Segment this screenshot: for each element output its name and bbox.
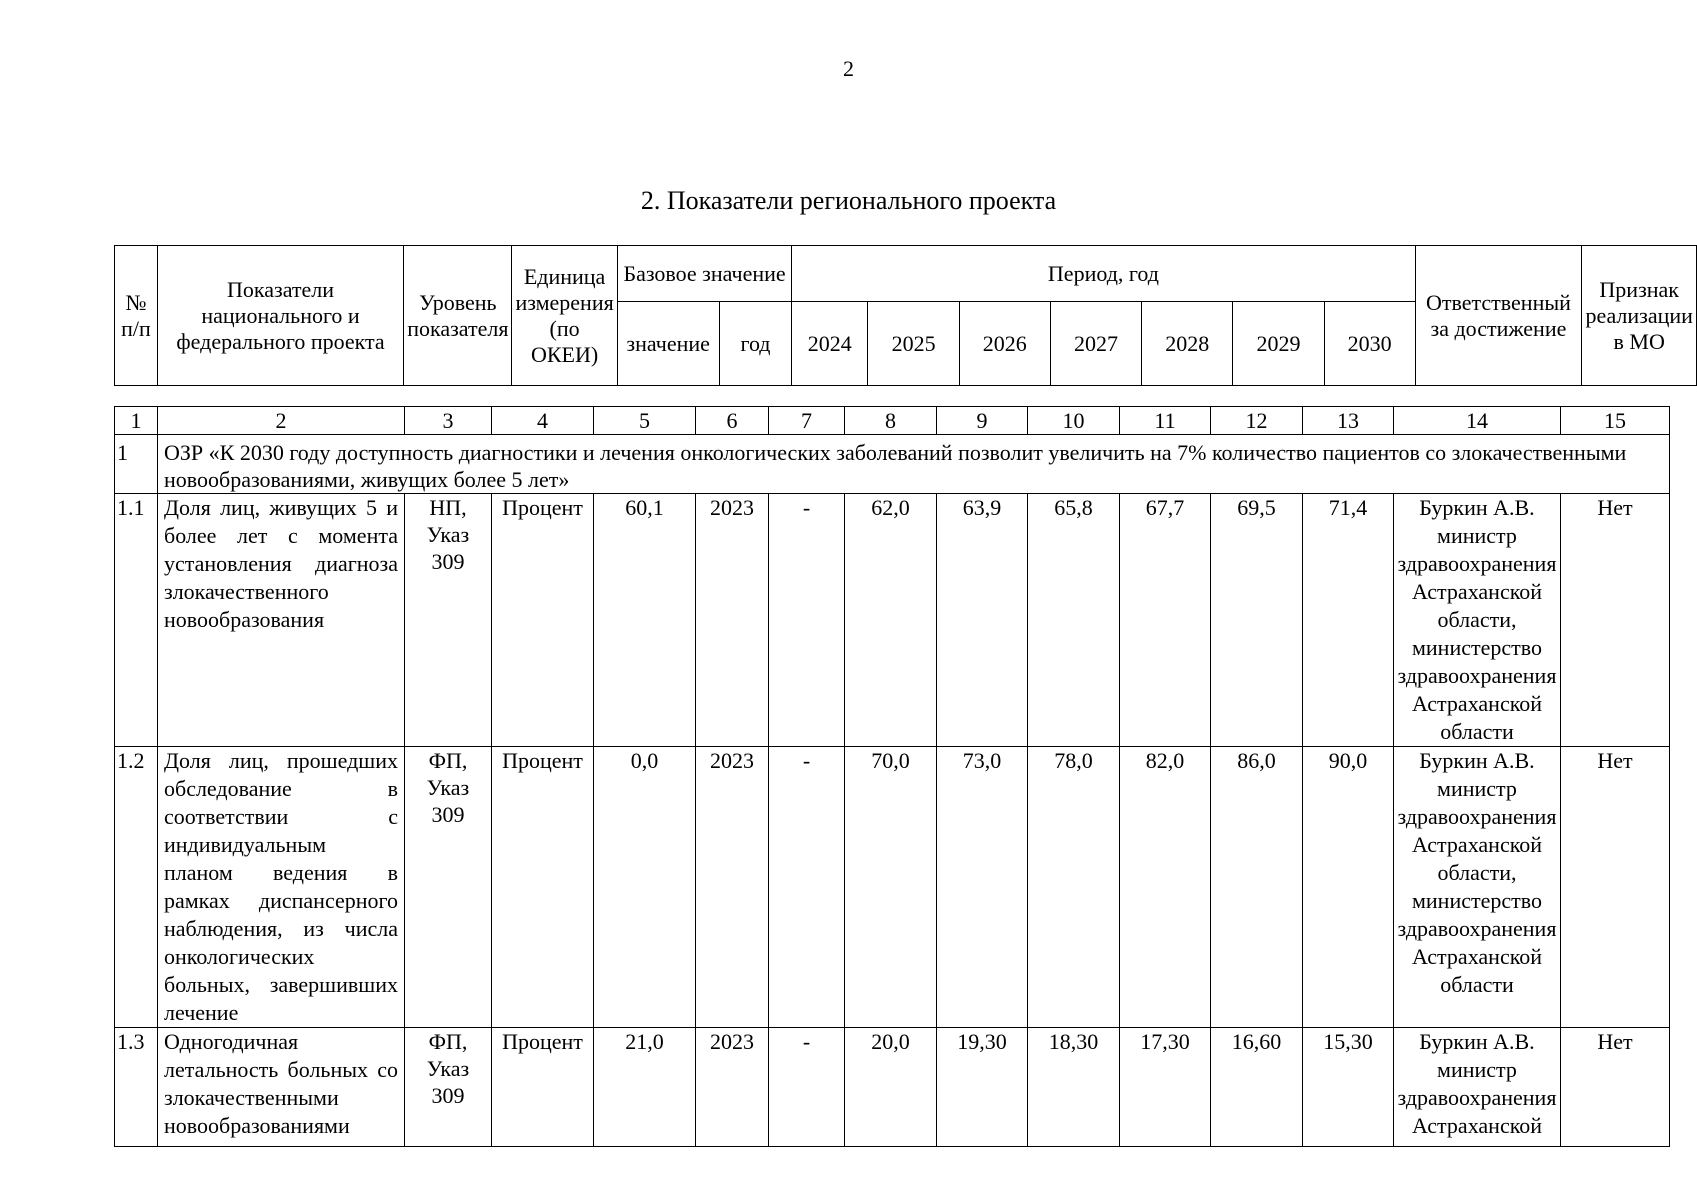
header-mo-sign: Признак реализации в МО — [1582, 246, 1697, 386]
row-value-2028: 82,0 — [1120, 747, 1211, 1028]
row-base-year: 2023 — [696, 1028, 769, 1147]
row-value-2029: 16,60 — [1211, 1028, 1303, 1147]
row-unit: Процент — [492, 747, 594, 1028]
column-number: 3 — [405, 407, 492, 435]
column-number: 13 — [1303, 407, 1394, 435]
column-number: 2 — [158, 407, 405, 435]
column-number: 1 — [115, 407, 158, 435]
header-period: Период, год — [792, 246, 1415, 302]
column-numbers-row — [115, 407, 1670, 435]
header-year: 2024 — [792, 302, 868, 386]
row-responsible: Буркин А.В. министр здравоохранения Астраханской области, министерство здравоохранения Астраханской области — [1394, 494, 1561, 747]
row-value-2029: 69,5 — [1211, 494, 1303, 747]
row-base-year: 2023 — [696, 747, 769, 1028]
row-value-2026: 63,9 — [937, 494, 1028, 747]
header-year: 2028 — [1142, 302, 1233, 386]
table-row — [115, 1028, 1670, 1147]
row-value-2030: 71,4 — [1303, 494, 1394, 747]
header-responsible: Ответственный за достижение — [1415, 246, 1582, 386]
indicators-body-table — [114, 406, 1670, 1147]
row-value-2025: 62,0 — [845, 494, 937, 747]
column-number: 4 — [492, 407, 594, 435]
row-level: НП, Указ 309 — [405, 494, 492, 747]
row-base-year: 2023 — [696, 494, 769, 747]
row-base-value: 60,1 — [594, 494, 696, 747]
row-num: 1.1 — [115, 494, 158, 747]
column-number: 12 — [1211, 407, 1303, 435]
row-mo-sign: Нет — [1561, 747, 1670, 1028]
row-unit: Процент — [492, 494, 594, 747]
header-year: 2025 — [868, 302, 960, 386]
row-num: 1.2 — [115, 747, 158, 1028]
header-year: 2027 — [1050, 302, 1142, 386]
table-row — [115, 494, 1670, 747]
header-year: 2026 — [959, 302, 1050, 386]
column-number: 10 — [1028, 407, 1120, 435]
column-number: 11 — [1120, 407, 1211, 435]
column-number: 8 — [845, 407, 937, 435]
row-indicator: Одногодичная летальность больных со злокачественными новообразованиями — [158, 1028, 405, 1147]
page-number: 2 — [843, 56, 854, 81]
header-base-year: год — [719, 302, 792, 386]
goal-text: ОЗР «К 2030 году доступность диагностики и лечения онкологических заболеваний позволит увеличить на 7% количество пациентов со злокачественными новообразованиями, живущих более 5 лет» — [158, 435, 1670, 494]
table-row — [115, 747, 1670, 1028]
header-base: Базовое значение — [617, 246, 792, 302]
row-value-2030: 15,30 — [1303, 1028, 1394, 1147]
row-value-2024: - — [769, 1028, 845, 1147]
row-value-2026: 73,0 — [937, 747, 1028, 1028]
row-mo-sign: Нет — [1561, 494, 1670, 747]
row-level: ФП, Указ 309 — [405, 1028, 492, 1147]
indicators-header-table — [114, 245, 1697, 386]
row-value-2029: 86,0 — [1211, 747, 1303, 1028]
row-mo-sign: Нет — [1561, 1028, 1670, 1147]
row-unit: Процент — [492, 1028, 594, 1147]
column-number: 6 — [696, 407, 769, 435]
column-number: 7 — [769, 407, 845, 435]
row-value-2030: 90,0 — [1303, 747, 1394, 1028]
row-value-2026: 19,30 — [937, 1028, 1028, 1147]
row-num: 1.3 — [115, 1028, 158, 1147]
header-unit: Единица измерения (по ОКЕИ) — [512, 246, 617, 386]
row-value-2024: - — [769, 747, 845, 1028]
row-indicator: Доля лиц, живущих 5 и более лет с момента установления диагноза злокачественного новообразования — [158, 494, 405, 747]
row-level: ФП, Указ 309 — [405, 747, 492, 1028]
row-responsible: Буркин А.В. министр здравоохранения Астраханской — [1394, 1028, 1561, 1147]
header-base-value: значение — [617, 302, 719, 386]
row-responsible: Буркин А.В. министр здравоохранения Астраханской области, министерство здравоохранения Астраханской области — [1394, 747, 1561, 1028]
goal-num: 1 — [115, 435, 158, 494]
header-year: 2029 — [1233, 302, 1325, 386]
column-number: 14 — [1394, 407, 1561, 435]
header-level: Уровень показателя — [404, 246, 512, 386]
column-number: 5 — [594, 407, 696, 435]
header-num: № п/п — [115, 246, 158, 386]
row-value-2027: 18,30 — [1028, 1028, 1120, 1147]
goal-row — [115, 435, 1670, 494]
row-value-2028: 67,7 — [1120, 494, 1211, 747]
header-indicator: Показатели национального и федерального проекта — [157, 246, 403, 386]
row-indicator: Доля лиц, прошедших обследование в соответствии с индивидуальным планом ведения в рамках диспансерного наблюдения, из числа онкологических больных, завершивших лечение — [158, 747, 405, 1028]
row-value-2028: 17,30 — [1120, 1028, 1211, 1147]
column-number: 9 — [937, 407, 1028, 435]
header-year: 2030 — [1324, 302, 1415, 386]
row-value-2025: 70,0 — [845, 747, 937, 1028]
section-title: 2. Показатели регионального проекта — [640, 186, 1057, 215]
row-value-2025: 20,0 — [845, 1028, 937, 1147]
row-value-2027: 65,8 — [1028, 494, 1120, 747]
row-base-value: 0,0 — [594, 747, 696, 1028]
row-value-2027: 78,0 — [1028, 747, 1120, 1028]
column-number: 15 — [1561, 407, 1670, 435]
row-value-2024: - — [769, 494, 845, 747]
row-base-value: 21,0 — [594, 1028, 696, 1147]
